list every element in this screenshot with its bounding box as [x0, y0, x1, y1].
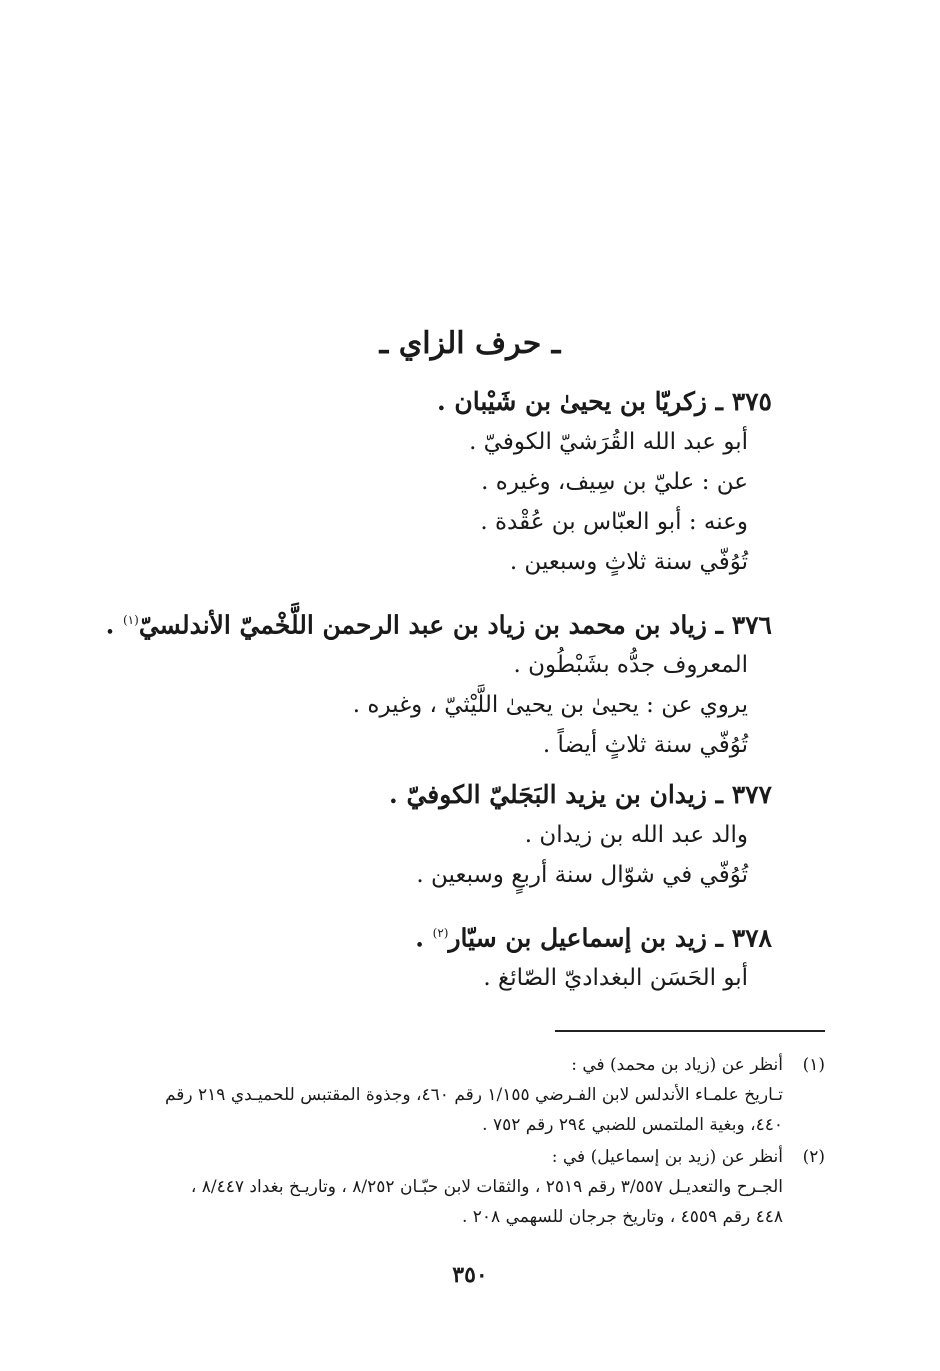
- footnote-ref: (١): [122, 613, 139, 627]
- entry-line: تُوُفّي سنة ثلاثٍ وسبعين .: [509, 549, 748, 575]
- entry-title: ٣٧٥ ـ زكريّا بن يحيىٰ بن شَيْبان .: [436, 387, 772, 416]
- entry-line: أبو الحَسَن البغداديّ الصّائغ .: [483, 965, 748, 992]
- section-heading: ـ حرف الزاي ـ: [379, 326, 561, 361]
- footnote-number: (١): [802, 1055, 825, 1075]
- footnote-line: ٤٤٠، وبغية الملتمس للضبي ٢٩٤ رقم ٧٥٢ .: [482, 1115, 783, 1135]
- footnote-line: أنظر عن (زياد بن محمد) في :: [571, 1055, 783, 1075]
- entry-line: تُوُفّي سنة ثلاثٍ أيضاً .: [542, 732, 748, 759]
- footnote-2: [115, 1142, 825, 1232]
- entry-title-text: ٣٧٦ ـ زياد بن محمد بن زياد بن عبد الرحمن اللَّخْميّ الأندلسيّ: [138, 610, 772, 640]
- entry-line: المعروف جدُّه بشَبْطُون .: [513, 652, 748, 679]
- entry-title: [105, 600, 772, 645]
- footnote-number: (٢): [802, 1147, 825, 1167]
- page-number: ٣٥٠: [452, 1262, 488, 1288]
- footnote-line: تـاريخ علمـاء الأندلس لابن الفـرضي ١/١٥٥ رقم ٤٦٠، وجذوة المقتبس للحميـدي ٢١٩ رقم: [164, 1085, 783, 1105]
- footnote-body: [115, 1050, 783, 1140]
- entry-line: تُوُفّي في شوّال سنة أربعٍ وسبعين .: [416, 862, 748, 888]
- entry-377: [152, 775, 772, 895]
- footnote-line: ٤٤٨ رقم ٤٥٥٩ ، وتاريخ جرجان للسهمي ٢٠٨ .: [461, 1207, 783, 1227]
- entry-376: [105, 600, 772, 765]
- entry-line: أبو عبد الله القُرَشيّ الكوفيّ .: [469, 429, 748, 455]
- entry-375: [152, 382, 772, 582]
- footnote-divider: [555, 1030, 825, 1032]
- footnote-line: الجـرح والتعديـل ٣/٥٥٧ رقم ٢٥١٩ ، والثقات لابن حبّـان ٨/٢٥٢ ، وتاريـخ بغداد ٨/٤٤٧ ،: [190, 1177, 783, 1197]
- entry-line: والد عبد الله بن زيدان .: [524, 822, 748, 848]
- entry-title-text: ٣٧٨ ـ زيد بن إسماعيل بن سيّار: [448, 923, 772, 953]
- entry-title-end: .: [415, 923, 433, 953]
- entry-title-end: .: [105, 610, 123, 640]
- entry-line: عن : عليّ بن سِيف، وغيره .: [481, 469, 748, 495]
- entry-378: [152, 913, 772, 998]
- entry-title: [152, 913, 772, 958]
- entry-title: ٣٧٧ ـ زيدان بن يزيد البَجَليّ الكوفيّ .: [389, 780, 772, 809]
- entry-line: يروي عن : يحيىٰ بن يحيىٰ اللَّيْثيّ ، وغيره .: [352, 692, 748, 719]
- footnote-line: أنظر عن (زيد بن إسماعيل) في :: [551, 1147, 783, 1167]
- footnote-1: [115, 1050, 825, 1140]
- footnote-body: [115, 1142, 783, 1232]
- footnote-ref: (٢): [432, 926, 449, 940]
- footnotes: [115, 1050, 825, 1234]
- entry-line: وعنه : أبو العبّاس بن عُقْدة .: [480, 509, 748, 535]
